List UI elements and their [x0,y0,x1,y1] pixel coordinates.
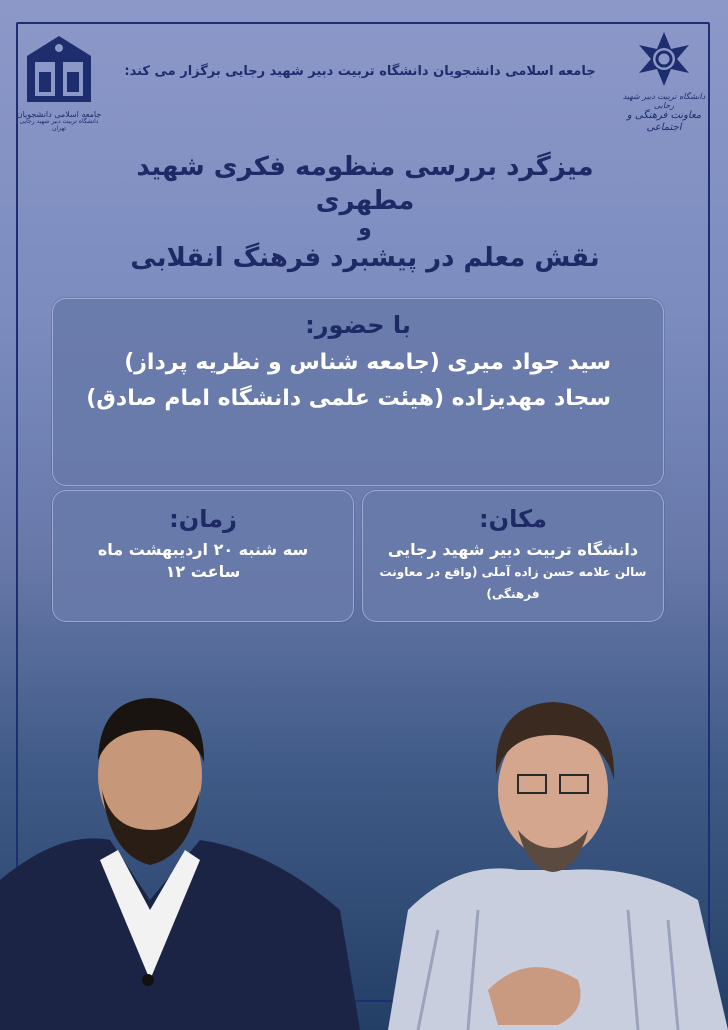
place-heading: مکان: [479,505,547,533]
time-panel [52,490,354,622]
left-logo-caption-2: دانشگاه تربیت دبیر شهید رجایی تهران [19,118,99,133]
title-conjunction: و [358,216,372,241]
speaker-photo-left [0,680,360,1030]
speaker-photo-right [378,680,728,1030]
title-line-1: میزگرد بررسی منظومه فکری شهید مطهری [136,152,594,216]
event-hour: ساعت ۱۲ [165,562,241,581]
organizer-intro: جامعه اسلامی دانشجویان دانشگاه تربیت دبیر شهید رجایی برگزار می کند: [124,64,596,79]
guest-2: سجاد مهدیزاده (هیئت علمی دانشگاه امام صادق) [86,386,611,411]
guest-1: سید جواد میری (جامعه شناس و نظریه پرداز) [124,350,611,375]
place-panel [362,490,664,622]
event-date: سه شنبه ۲۰ اردیبهشت ماه [97,540,309,559]
venue-hall: سالن علامه حسن زاده آملی (واقع در معاونت فرهنگی) [379,565,647,601]
right-logo-caption-1: دانشگاه تربیت دبیر شهید رجایی [622,92,706,111]
venue-name: دانشگاه تربیت دبیر شهید رجایی [387,540,639,559]
guests-heading: با حضور: [305,311,411,339]
right-logo-caption-2: معاونت فرهنگی و اجتماعی [626,110,702,133]
event-title [100,150,630,276]
student-association-logo [14,32,104,134]
mosque-arch-icon [21,32,97,106]
guests-panel [52,298,664,486]
time-heading: زمان: [169,505,237,533]
university-logo [616,30,712,140]
star-emblem-icon [634,30,694,88]
left-logo-caption-1: جامعه اسلامی دانشجویان [16,110,102,119]
title-line-2: نقش معلم در پیشبرد فرهنگ انقلابی [130,243,600,273]
